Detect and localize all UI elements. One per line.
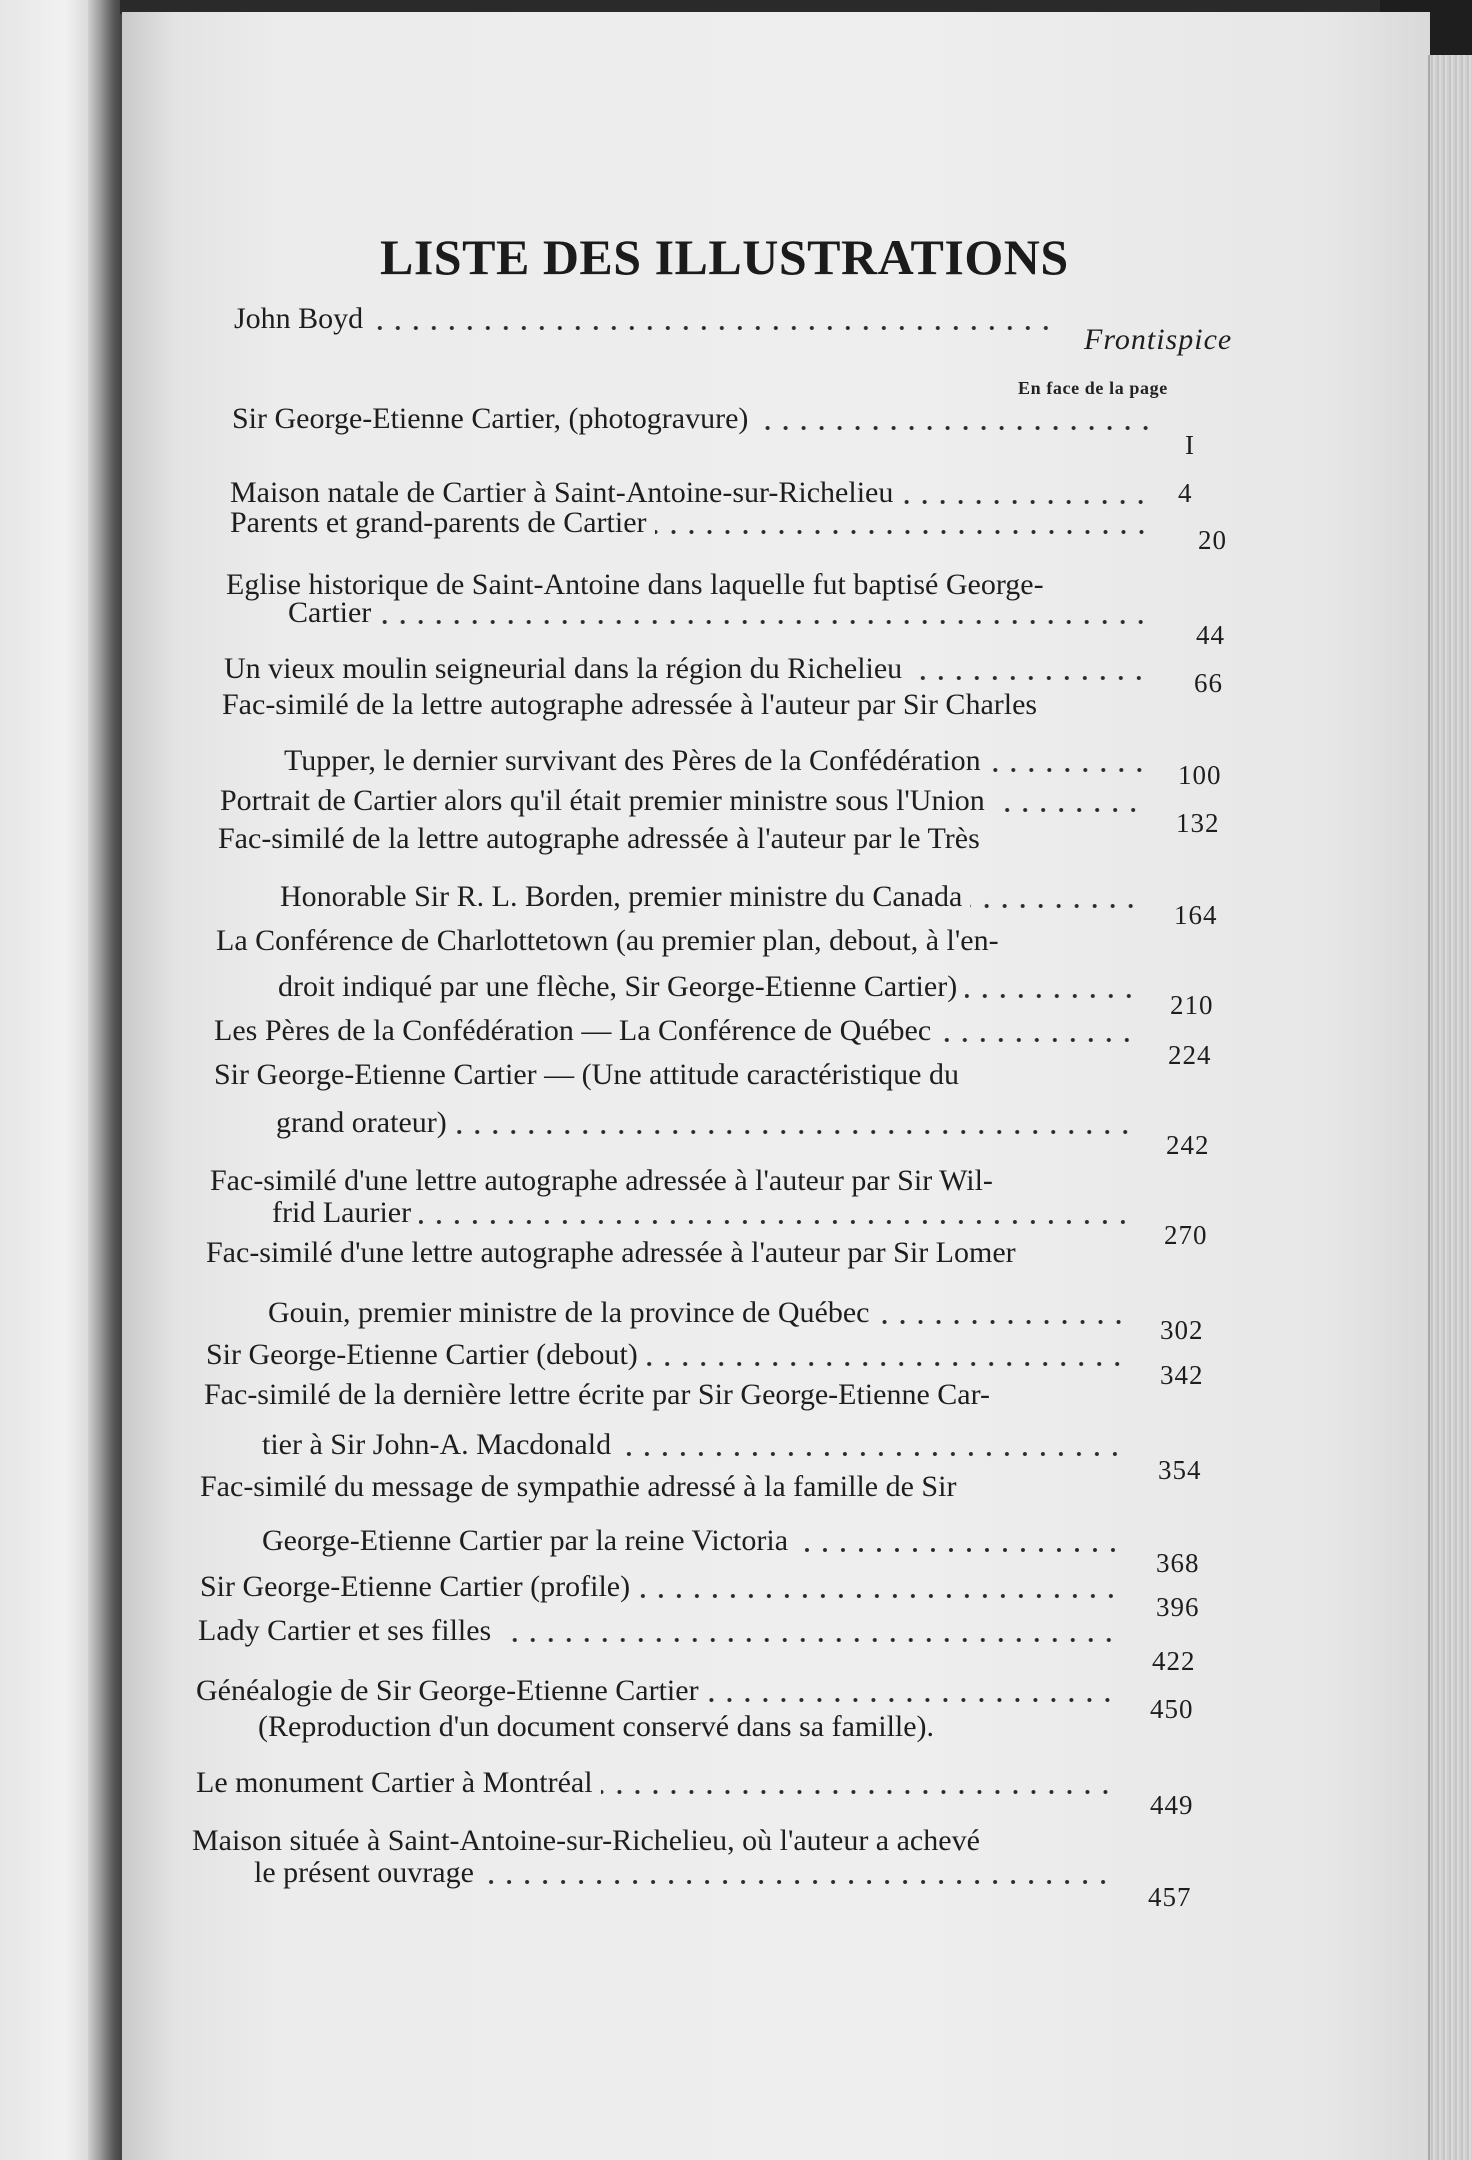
dot-leader <box>646 1360 1126 1368</box>
illustration-title: Fac-similé de la lettre autographe adressée à l'auteur par le Très <box>218 822 980 855</box>
illustration-entry-line <box>280 880 962 914</box>
illustration-entry-line <box>214 1058 959 1092</box>
illustration-title: Le monument Cartier à Montréal <box>196 1766 593 1799</box>
illustration-entry-line <box>262 1428 611 1462</box>
illustration-title: Fac-similé de la dernière lettre écrite par Sir George-Etienne Car- <box>204 1378 990 1411</box>
page-number: 354 <box>1158 1455 1202 1485</box>
illustration-entry-line <box>232 402 748 436</box>
page-number: 66 <box>1194 668 1223 698</box>
illustration-entry-line <box>258 1710 934 1744</box>
dot-leader <box>796 1546 1122 1554</box>
illustration-title: Eglise historique de Saint-Antoine dans laquelle fut baptisé George- <box>226 568 1044 601</box>
column-header: En face de la page <box>1018 378 1168 398</box>
dot-leader <box>419 1218 1132 1226</box>
book-gutter <box>88 0 124 2160</box>
illustration-title: Sir George-Etienne Cartier, (photogravure) <box>232 402 749 435</box>
dot-leader <box>707 1696 1116 1704</box>
page-number: 224 <box>1168 1040 1212 1070</box>
dot-leader <box>601 1788 1114 1796</box>
illustration-entry-line <box>210 1164 993 1198</box>
page-number: 100 <box>1178 760 1222 790</box>
dot-leader <box>499 1636 1118 1644</box>
page-number: 20 <box>1198 525 1227 555</box>
page-number: 132 <box>1176 808 1220 838</box>
frontispice-label: Frontispice <box>1084 323 1233 356</box>
illustration-title: John Boyd <box>234 302 364 335</box>
illustration-entry-line <box>196 1766 593 1800</box>
illustration-entry-line <box>220 784 985 818</box>
page-number: 457 <box>1148 1882 1192 1912</box>
illustration-title: Honorable Sir R. L. Borden, premier ministre du Canada <box>280 880 963 913</box>
illustration-title: Fac-similé de la lettre autographe adressée à l'auteur par Sir Charles <box>222 688 1038 721</box>
illustration-title: Tupper, le dernier survivant des Pères de la Confédération <box>284 744 981 777</box>
page-number: 422 <box>1152 1646 1196 1676</box>
page-number: 44 <box>1196 620 1225 650</box>
illustration-entry-line <box>234 302 363 336</box>
illustration-title: La Conférence de Charlottetown (au premier plan, debout, à l'en- <box>216 924 999 957</box>
illustration-title: Portrait de Cartier alors qu'il était premier ministre sous l'Union <box>220 784 985 817</box>
facing-page-margin <box>0 0 92 2160</box>
page-number: 210 <box>1170 990 1214 1020</box>
illustration-title: Parents et grand-parents de Cartier <box>230 506 647 539</box>
illustration-entry-line <box>218 822 980 856</box>
page-number: 242 <box>1166 1130 1210 1160</box>
illustration-entry-line <box>254 1856 474 1890</box>
illustration-title: grand orateur) <box>276 1106 447 1139</box>
dot-leader <box>910 674 1148 682</box>
dot-leader <box>756 424 1155 432</box>
illustration-title: frid Laurier <box>272 1196 412 1229</box>
illustration-title: Sir George-Etienne Cartier (debout) <box>206 1338 638 1371</box>
dot-leader <box>877 1318 1128 1326</box>
illustration-entry-line <box>224 652 902 686</box>
page-number: 4 <box>1178 478 1193 508</box>
illustration-title: Les Pères de la Confédération — La Conférence de Québec <box>214 1014 932 1047</box>
illustration-entry-line <box>278 970 957 1004</box>
illustration-entry-line <box>272 1196 411 1230</box>
illustration-title: Sir George-Etienne Cartier — (Une attitude caractéristique du <box>214 1058 959 1091</box>
page-number: I <box>1185 430 1195 460</box>
page-edges <box>1428 55 1472 2160</box>
illustration-entry-line <box>196 1674 699 1708</box>
illustration-entry-line <box>284 744 981 778</box>
page-number: 450 <box>1150 1694 1194 1724</box>
dot-leader <box>939 1036 1136 1044</box>
illustration-title: Gouin, premier ministre de la province de Québec <box>268 1296 870 1329</box>
illustration-entry-line <box>262 1524 788 1558</box>
illustration-entry-line <box>200 1470 956 1504</box>
illustration-entry-line <box>204 1378 990 1412</box>
illustration-title: tier à Sir John-A. Macdonald <box>262 1428 612 1461</box>
dot-leader <box>638 1592 1120 1600</box>
illustration-title: (Reproduction d'un document conservé dans sa famille). <box>258 1710 935 1743</box>
illustration-entry-line <box>288 596 371 630</box>
illustration-entry-line <box>200 1570 630 1604</box>
illustration-title: Lady Cartier et ses filles <box>198 1614 492 1647</box>
page-title: LISTE DES ILLUSTRATIONS <box>380 229 1069 285</box>
illustration-entry-line <box>216 924 999 958</box>
illustration-entry-line <box>198 1614 491 1648</box>
illustration-title: Sir George-Etienne Cartier (profile) <box>200 1570 631 1603</box>
illustration-title: Cartier <box>288 596 372 629</box>
illustration-title: Généalogie de Sir George-Etienne Cartier <box>196 1674 699 1707</box>
page-number: 396 <box>1156 1592 1200 1622</box>
dot-leader <box>965 992 1138 1000</box>
page-number: 342 <box>1160 1360 1204 1390</box>
illustration-entry-line <box>230 476 893 510</box>
illustration-title: Fac-similé d'une lettre autographe adressée à l'auteur par Sir Wil- <box>210 1164 993 1197</box>
page-number: 270 <box>1164 1220 1208 1250</box>
illustration-entry-line <box>276 1106 447 1140</box>
dot-leader <box>482 1878 1112 1886</box>
dot-leader <box>455 1128 1134 1136</box>
dot-leader <box>989 766 1148 774</box>
illustration-entry-line <box>206 1236 1016 1270</box>
illustration-entry-line <box>206 1338 638 1372</box>
illustration-entry-line <box>214 1014 931 1048</box>
illustration-title: Fac-similé d'une lettre autographe adressée à l'auteur par Sir Lomer <box>206 1236 1016 1269</box>
dot-leader <box>379 618 1150 626</box>
page-number: 449 <box>1150 1790 1194 1820</box>
illustration-entry-line <box>268 1296 869 1330</box>
page-number: 368 <box>1156 1548 1200 1578</box>
dot-leader <box>970 902 1140 910</box>
dot-leader <box>619 1450 1124 1458</box>
illustration-title: Fac-similé du message de sympathie adressé à la famille de Sir <box>200 1470 957 1503</box>
dot-leader <box>901 498 1150 506</box>
illustration-title: le présent ouvrage <box>254 1856 474 1889</box>
illustration-title: Un vieux moulin seigneurial dans la région du Richelieu <box>224 652 903 685</box>
illustration-title: droit indiqué par une flèche, Sir George-Etienne Cartier) <box>278 970 958 1003</box>
illustration-title: Maison située à Saint-Antoine-sur-Richelieu, où l'auteur a achevé <box>192 1824 980 1857</box>
dot-leader <box>655 528 1151 536</box>
illustration-entry-line <box>192 1824 980 1858</box>
dot-leader <box>371 324 1055 332</box>
page-number: 164 <box>1174 900 1218 930</box>
illustration-entry-line <box>230 506 647 540</box>
illustration-title: George-Etienne Cartier par la reine Victoria <box>262 1524 789 1557</box>
page-number: 302 <box>1160 1315 1204 1345</box>
illustration-entry-line <box>222 688 1037 722</box>
illustration-title: Maison natale de Cartier à Saint-Antoine-sur-Richelieu <box>230 476 894 509</box>
dot-leader <box>993 806 1142 814</box>
